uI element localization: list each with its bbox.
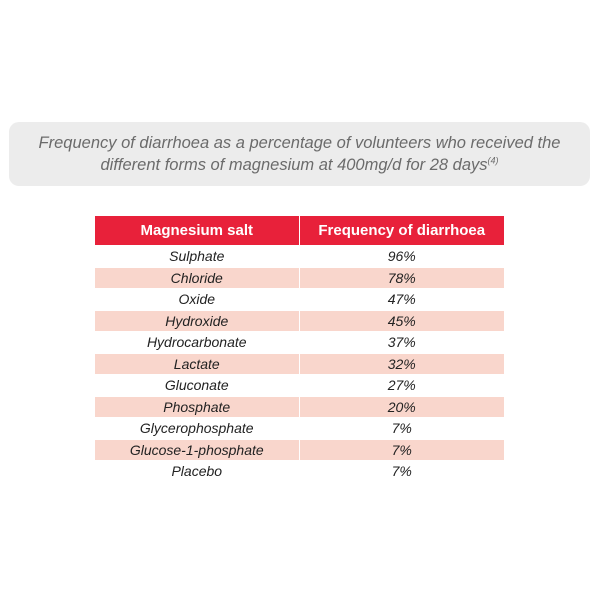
table-row [95,246,504,268]
frequency-cell: 47% [299,289,504,311]
table-header [95,216,504,246]
frequency-cell: 96% [299,246,504,268]
salt-cell: Oxide [95,289,299,311]
frequency-cell: 45% [299,310,504,332]
magnesium-diarrhoea-table [95,216,504,482]
header-frequency: Frequency of diarrhoea [299,216,504,246]
table-row [95,353,504,375]
salt-cell: Gluconate [95,375,299,397]
table-row [95,289,504,311]
header-magnesium-salt: Magnesium salt [95,216,299,246]
frequency-cell: 78% [299,267,504,289]
salt-cell: Hydroxide [95,310,299,332]
table-row [95,461,504,482]
table-row [95,332,504,354]
frequency-cell: 7% [299,461,504,482]
magnesium-table-container [95,216,504,482]
table-row [95,267,504,289]
frequency-cell: 7% [299,439,504,461]
table-caption [9,122,590,186]
caption-text: Frequency of diarrhoea as a percentage of volunteers who received the different forms of magnesium at 400mg/d for 28 days [38,134,561,174]
salt-cell: Sulphate [95,246,299,268]
salt-cell: Phosphate [95,396,299,418]
frequency-cell: 32% [299,353,504,375]
salt-cell: Placebo [95,461,299,482]
table-row [95,418,504,440]
salt-cell: Glucose-1-phosphate [95,439,299,461]
salt-cell: Glycerophosphate [95,418,299,440]
frequency-cell: 37% [299,332,504,354]
frequency-cell: 7% [299,418,504,440]
salt-cell: Lactate [95,353,299,375]
table-row [95,310,504,332]
table-body [95,246,504,482]
header-row [95,216,504,246]
table-row [95,439,504,461]
frequency-cell: 27% [299,375,504,397]
table-row [95,396,504,418]
frequency-cell: 20% [299,396,504,418]
table-row [95,375,504,397]
salt-cell: Hydrocarbonate [95,332,299,354]
salt-cell: Chloride [95,267,299,289]
caption-reference: (4) [487,155,499,166]
